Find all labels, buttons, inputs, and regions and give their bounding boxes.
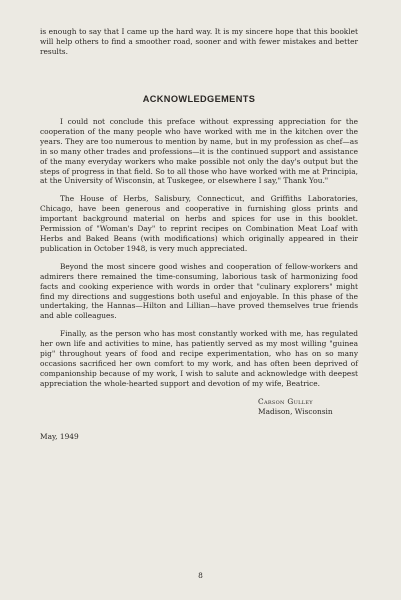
section-heading: ACKNOWLEDGEMENTS [142, 94, 256, 104]
paragraph-cooperation: I could not conclude this preface without expressing appreciation for the cooperation of the many people who have worked with me in the kitchen over the years. They are too numerous to mention by name, but in my profession as chef—as in so many other trades and professions—it is the continued support and assistance of the many everyday workers who make possible not only the day's output but the steps of progress in that field. So to all those who have worked with me at Principia, at the University of Wisconsin, at Tuskegee, or elsewhere I say," Thank You." [40, 117, 358, 186]
paragraph-wife: Finally, as the person who has most constantly worked with me, has regulated her own life and activities to mine, has patiently served as my most willing "guinea pig" throughout years of food and recipe experimentation, who has on so many occasions sacrificed her own comfort to my work, and has often been deprived of companionship because of my work, I wish to salute and acknowledge with deepest appreciation the whole-hearted support and devotion of my wife, Beatrice. [40, 329, 358, 388]
date-line: May, 1949 [40, 432, 79, 441]
author-location: Madison, Wisconsin [258, 407, 333, 416]
intro-block [40, 27, 358, 57]
paragraph-fellow-workers: Beyond the most sincere good wishes and cooperation of fellow-workers and admirers there remained the time-consuming, laborious task of harmonizing food facts and cooking experience with words in order that "culinary explorers" might find my directions and suggestions both useful and enjoyable. In this phase of the undertaking, the Hannas—Hilton and Lillian—have proved themselves true friends and able colleagues. [40, 261, 358, 321]
author-name: Carson Gulley [258, 397, 313, 406]
paragraph-house-of-herbs: The House of Herbs, Salisbury, Connecticut, and Griffiths Laboratories, Chicago, have been generous and cooperative in furnishing gloss prints and important background material on herbs and spices for use in this booklet. Permission of "Woman's Day" to reprint recipes on Combination Meat Loaf with Herbs and Baked Beans (with modifications) which originally appeared in their publication in October 1948, is very much appreciated. [40, 194, 358, 253]
page-number: 8 [198, 571, 203, 580]
acknowledgements-body [40, 117, 358, 389]
signature-block [258, 397, 333, 417]
intro-paragraph: is enough to say that I came up the hard way. It is my sincere hope that this booklet will help others to find a smoother road, sooner and with fewer mistakes and better results. [40, 27, 358, 56]
